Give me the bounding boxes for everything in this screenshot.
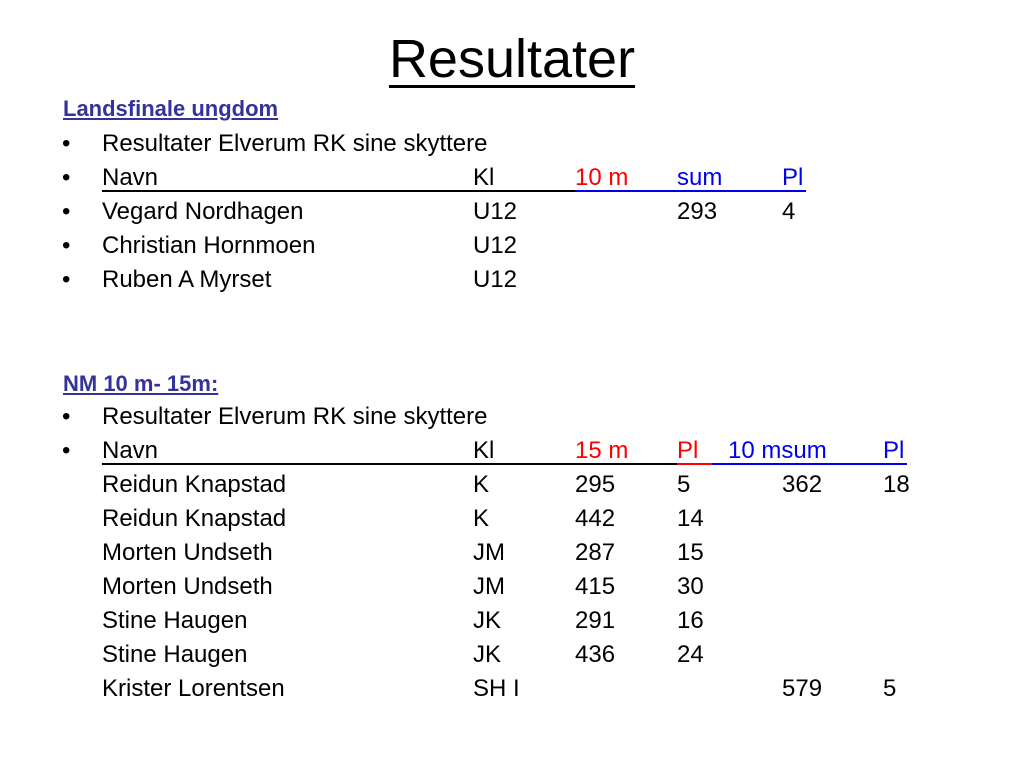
shooter-placement: 4 [782, 198, 796, 225]
shooter-name: Ruben A Myrset [102, 266, 272, 293]
shooter-name: Vegard Nordhagen [102, 198, 304, 225]
shooter-class: U12 [473, 266, 518, 293]
shooter-class: SH I [473, 675, 520, 702]
score-15m: 291 [575, 607, 616, 634]
section1-heading[interactable]: Landsfinale ungdom [63, 96, 279, 121]
section1-row [0, 263, 1024, 297]
shooter-class: K [473, 505, 490, 532]
placement-15m: 5 [677, 471, 691, 498]
section2-row [0, 536, 1024, 570]
section2-row [0, 638, 1024, 672]
shooter-class: K [473, 471, 490, 498]
score-15m: 436 [575, 641, 616, 668]
section2-header-row [0, 434, 1024, 468]
score-15m: 442 [575, 505, 616, 532]
section2-row [0, 468, 1024, 502]
placement-10m: 18 [883, 471, 910, 498]
placement-10m: 5 [883, 675, 897, 702]
placement-15m: 14 [677, 505, 704, 532]
shooter-class: JK [473, 607, 502, 634]
section1-row [0, 229, 1024, 263]
shooter-class: U12 [473, 232, 518, 259]
bullet: • [62, 403, 71, 430]
shooter-class: JK [473, 641, 502, 668]
shooter-class: JM [473, 573, 505, 600]
bullet: • [62, 198, 71, 225]
header-10m: 10 m [575, 164, 629, 191]
section2-subtitle: Resultater Elverum RK sine skyttere [102, 403, 488, 430]
section2-row [0, 502, 1024, 536]
header-name: Navn [102, 437, 159, 464]
header-class: Kl [473, 164, 495, 191]
score-15m: 287 [575, 539, 616, 566]
shooter-name: Reidun Knapstad [102, 505, 287, 532]
placement-15m: 24 [677, 641, 704, 668]
shooter-name: Stine Haugen [102, 641, 248, 668]
header-class: Kl [473, 437, 495, 464]
section1-header-row [0, 161, 1024, 195]
shooter-name: Stine Haugen [102, 607, 248, 634]
slide-title: Resultater [388, 29, 636, 89]
section2-heading[interactable]: NM 10 m- 15m: [63, 371, 219, 396]
score-10m: 362 [782, 471, 823, 498]
header-10msum: 10 msum [728, 437, 827, 464]
header-15m: 15 m [575, 437, 629, 464]
score-10m: 579 [782, 675, 823, 702]
bullet: • [62, 232, 71, 259]
shooter-name: Morten Undseth [102, 573, 273, 600]
shooter-class: JM [473, 539, 505, 566]
shooter-name: Christian Hornmoen [102, 232, 316, 259]
section1-row [0, 195, 1024, 229]
bullet: • [62, 266, 71, 293]
placement-15m: 16 [677, 607, 704, 634]
section1-subtitle: Resultater Elverum RK sine skyttere [102, 130, 488, 157]
header-sum: sum [677, 164, 723, 191]
shooter-name: Krister Lorentsen [102, 675, 285, 702]
section2-subtitle-row [0, 400, 1024, 434]
shooter-name: Morten Undseth [102, 539, 273, 566]
header-name: Navn [102, 164, 159, 191]
bullet: • [62, 437, 71, 464]
shooter-sum: 293 [677, 198, 718, 225]
section2-row [0, 604, 1024, 638]
header-placement: Pl [782, 164, 804, 191]
header-15m-placement: Pl [677, 437, 699, 464]
score-15m: 295 [575, 471, 616, 498]
bullet: • [62, 164, 71, 191]
shooter-name: Reidun Knapstad [102, 471, 287, 498]
score-15m: 415 [575, 573, 616, 600]
section2-row [0, 672, 1024, 706]
header-10m-placement: Pl [883, 437, 905, 464]
section1-subtitle-row [0, 127, 1024, 161]
placement-15m: 15 [677, 539, 704, 566]
header-underline-black [102, 190, 575, 192]
bullet: • [62, 130, 71, 157]
section2-row [0, 570, 1024, 604]
shooter-class: U12 [473, 198, 518, 225]
placement-15m: 30 [677, 573, 704, 600]
